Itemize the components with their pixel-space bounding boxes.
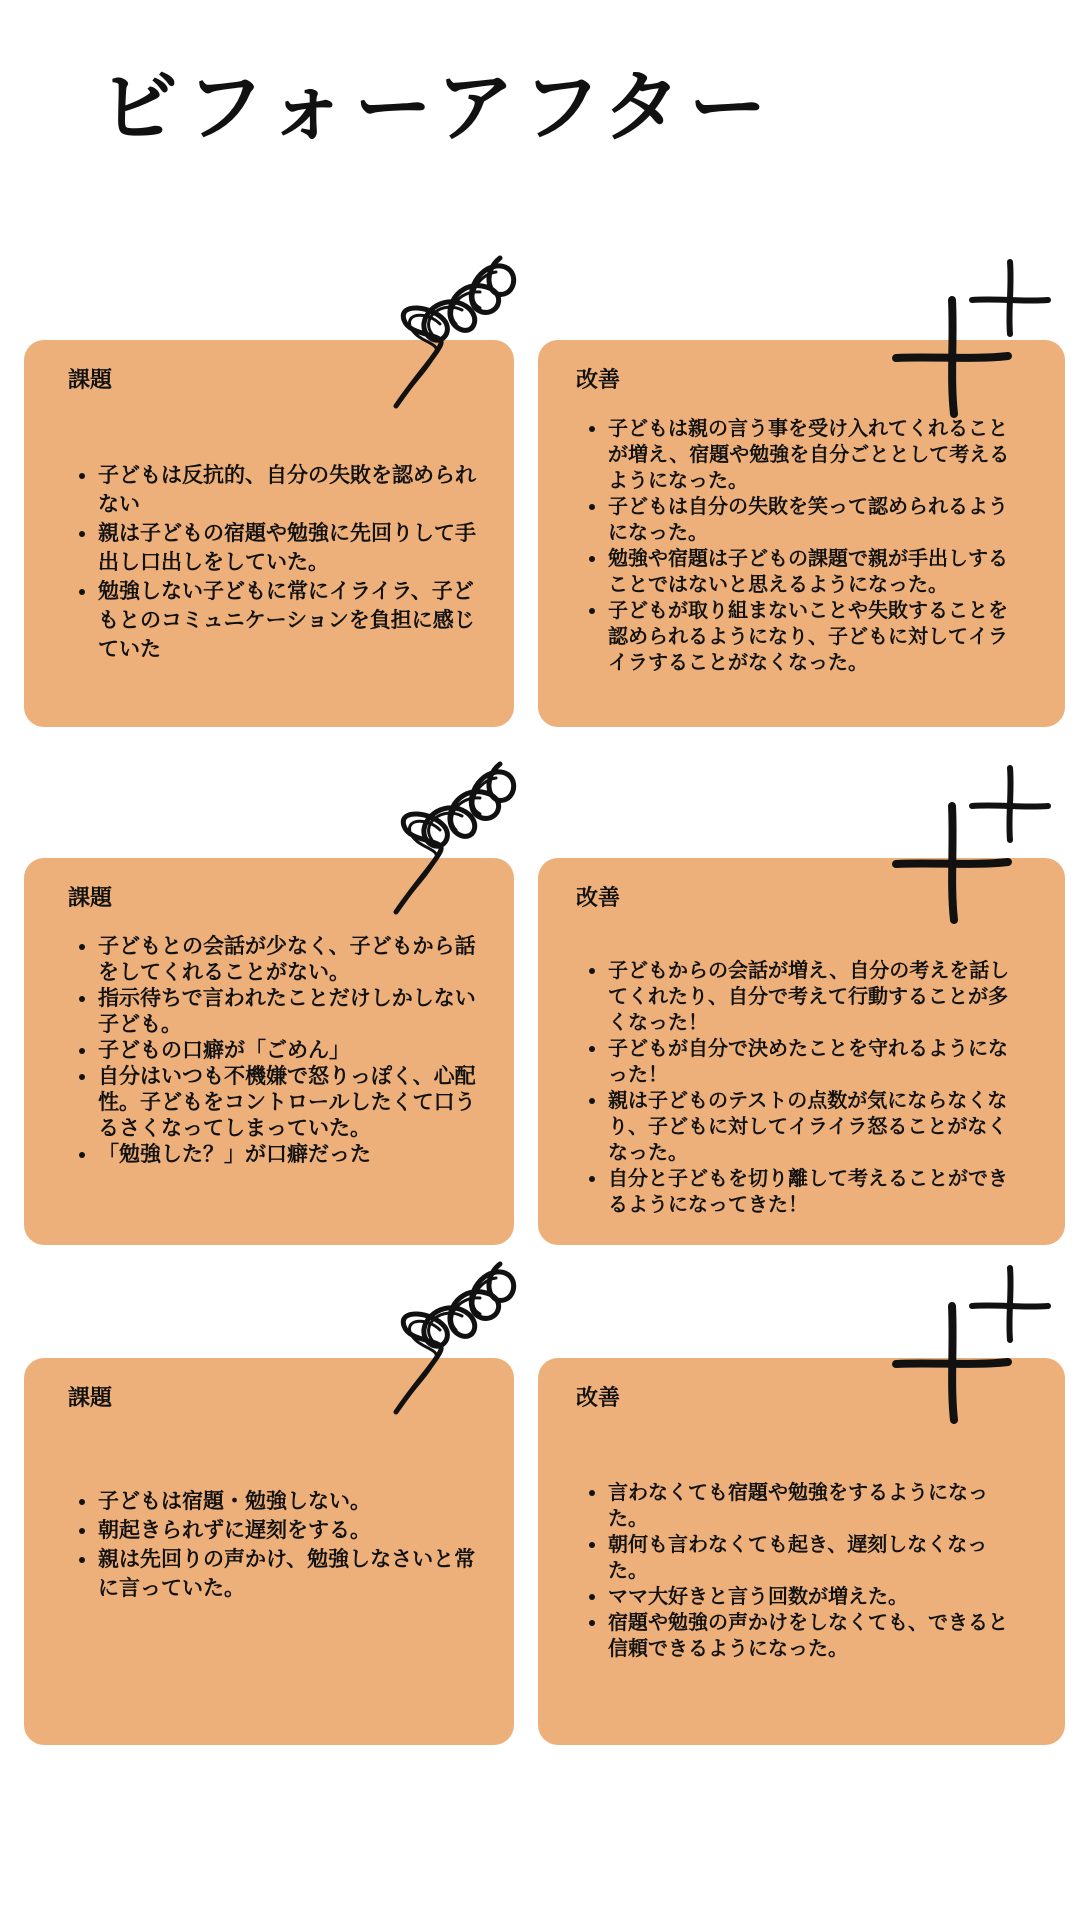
issue-list: [68, 1487, 476, 1603]
list-item: • 子どもは親の言う事を受け入れてくれることが増え、宿題や勉強を自分ごととして考えるようになった。: [608, 415, 1027, 493]
list-item: • 子どもは反抗的、自分の失敗を認められない: [98, 461, 476, 519]
list-item: • 朝何も言わなくても起き、遅刻しなくなった。: [608, 1531, 1027, 1583]
list-item: • ママ大好きと言う回数が増えた。: [608, 1583, 1027, 1609]
improvement-card-1: [538, 340, 1065, 727]
list-item: • 子どもとの会話が少なく、子どもから話をしてくれることがない。: [98, 933, 476, 985]
list-item: • 子どもからの会話が増え、自分の考えを話してくれたり、自分で考えて行動することが多くなった！: [608, 957, 1027, 1035]
issue-heading: 課題: [68, 368, 113, 393]
list-item: • 親は子どものテストの点数が気にならなくなり、子どもに対してイライラ怒ることがなくなった。: [608, 1087, 1027, 1165]
list-item: • 「勉強した？」が口癖だった: [98, 1141, 476, 1167]
issue-card-2: [24, 858, 514, 1245]
list-item: • 言わなくても宿題や勉強をするようになった。: [608, 1479, 1027, 1531]
list-item: • 親は子どもの宿題や勉強に先回りして手出し口出しをしていた。: [98, 519, 476, 577]
issue-list: [68, 461, 476, 664]
improvement-heading: 改善: [576, 1386, 621, 1411]
list-item: • 自分はいつも不機嫌で怒りっぽく、心配性。子どもをコントロールしたくて口うるさくなってしまっていた。: [98, 1063, 476, 1141]
list-item: • 指示待ちで言われたことだけしかしない子ども。: [98, 985, 476, 1037]
issue-heading: 課題: [68, 1386, 113, 1411]
improvement-list: [576, 1479, 1027, 1661]
issue-card-3: [24, 1358, 514, 1745]
improvement-heading: 改善: [576, 368, 621, 393]
improvement-list: [576, 415, 1027, 675]
improvement-heading: 改善: [576, 886, 621, 911]
list-item: • 子どもが取り組まないことや失敗することを認められるようになり、子どもに対してイライラすることがなくなった。: [608, 597, 1027, 675]
issue-heading: 課題: [68, 886, 113, 911]
page-title: ビフォーアフター: [100, 63, 775, 153]
list-item: • 勉強しない子どもに常にイライラ、子どもとのコミュニケーションを負担に感じていた: [98, 577, 476, 664]
list-item: • 子どもは宿題・勉強しない。: [98, 1487, 476, 1516]
list-item: • 自分と子どもを切り離して考えることができるようになってきた！: [608, 1165, 1027, 1217]
list-item: • 親は先回りの声かけ、勉強しなさいと常に言っていた。: [98, 1545, 476, 1603]
list-item: • 子どもが自分で決めたことを守れるようになった！: [608, 1035, 1027, 1087]
improvement-card-3: [538, 1358, 1065, 1745]
improvement-card-2: [538, 858, 1065, 1245]
list-item: • 勉強や宿題は子どもの課題で親が手出しすることではないと思えるようになった。: [608, 545, 1027, 597]
improvement-list: [576, 957, 1027, 1217]
issue-list: [68, 933, 476, 1167]
list-item: • 子どもは自分の失敗を笑って認められるようになった。: [608, 493, 1027, 545]
issue-card-1: [24, 340, 514, 727]
list-item: • 宿題や勉強の声かけをしなくても、できると信頼できるようになった。: [608, 1609, 1027, 1661]
list-item: • 子どもの口癖が「ごめん」: [98, 1037, 476, 1063]
list-item: • 朝起きられずに遅刻をする。: [98, 1516, 476, 1545]
